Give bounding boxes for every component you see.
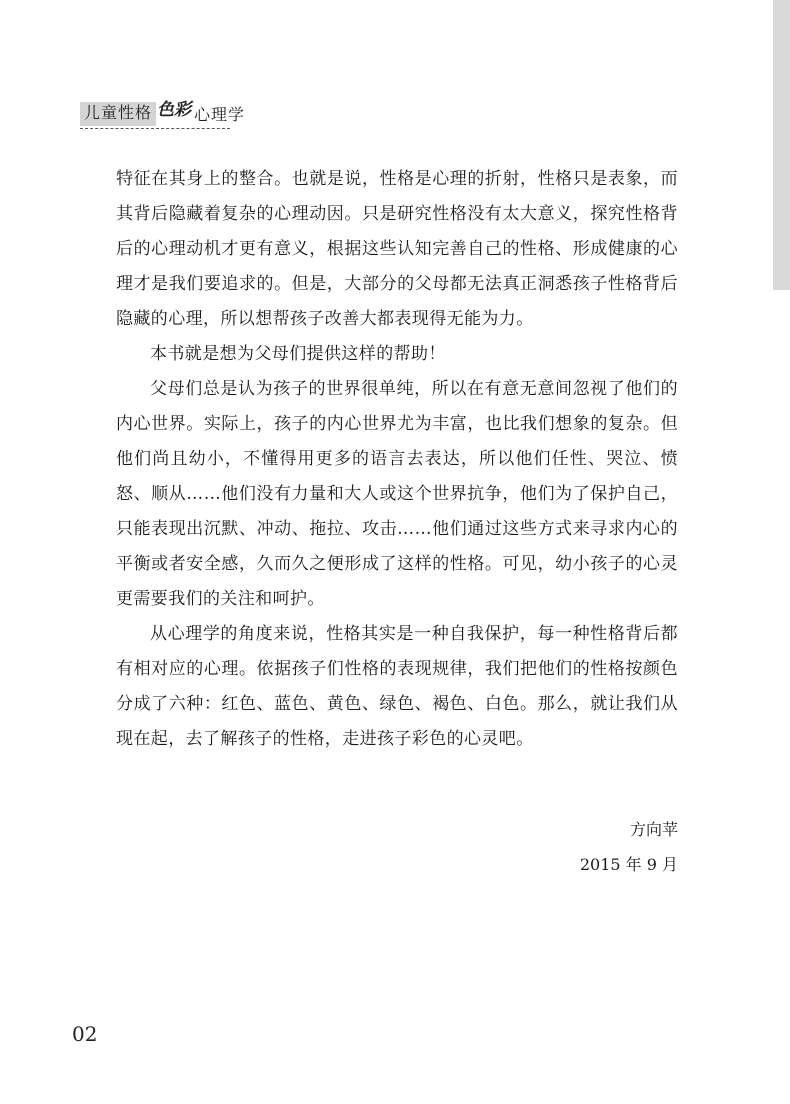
- paragraph-2: 本书就是想为父母们提供这样的帮助！: [150, 344, 446, 364]
- header-rule: [80, 128, 230, 129]
- side-tab-marker: [773, 0, 790, 290]
- paragraph-4: 从心理学的角度来说，性格其实是一种自我保护，每一种性格背后都有相对应的心理。依据孩子们性格的表现规律，我们把他们的性格按颜色分成了六种：红色、蓝色、黄色、绿色、褐色、白色。那么，就让我们从现在起，去了解孩子的性格，走进孩子彩色的心灵吧。: [116, 624, 678, 749]
- header-title-accent: 色彩: [157, 100, 192, 120]
- header-title-suffix: 心理学: [194, 105, 246, 124]
- body-text: [116, 162, 678, 757]
- paragraph-1: 特征在其身上的整合。也就是说，性格是心理的折射，性格只是表象，而其背后隐藏着复杂的心理动因。只是研究性格没有太大意义，探究性格背后的心理动机才更有意义，根据这些认知完善自己的性格、形成健康的心理才是我们要追求的。但是，大部分的父母都无法真正洞悉孩子性格背后隐藏的心理，所以想帮孩子改善大都表现得无能为力。: [116, 169, 678, 329]
- signature-author: 方向苹: [629, 820, 678, 839]
- signature-block: [580, 812, 678, 882]
- running-header: [80, 100, 245, 126]
- paragraph-3: 父母们总是认为孩子的世界很单纯，所以在有意无意间忽视了他们的内心世界。实际上，孩子的内心世界尤为丰富，也比我们想象的复杂。但他们尚且幼小，不懂得用更多的语言去表达，所以他们任性、哭泣、愤怒、顺从……他们没有力量和大人或这个世界抗争，他们为了保护自己，只能表现出沉默、冲动、拖拉、攻击……他们通过这些方式来寻求内心的平衡或者安全感，久而久之便形成了这样的性格。可见，幼小孩子的心灵更需要我们的关注和呵护。: [116, 379, 678, 609]
- signature-date: 2015 年 9 月: [579, 855, 678, 874]
- page-number: 02: [72, 1022, 98, 1046]
- header-title-prefix: 儿童性格: [80, 102, 156, 126]
